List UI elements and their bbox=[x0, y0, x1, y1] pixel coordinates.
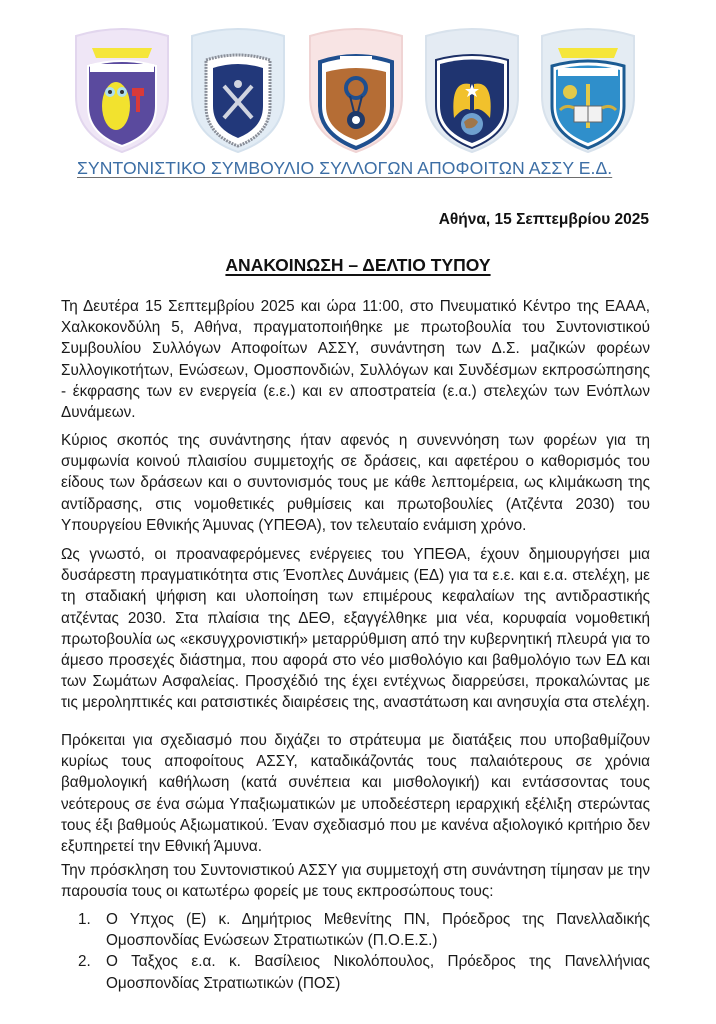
paragraph-meeting-details bbox=[61, 296, 650, 423]
attendees-list bbox=[78, 909, 650, 994]
saip-wings-badge bbox=[420, 26, 524, 154]
document-date: Αθήνα, 15 Σεπτεμβρίου 2025 bbox=[438, 211, 649, 228]
paragraph-attendees-intro bbox=[61, 860, 650, 902]
gear-parachute-emblem-icon bbox=[304, 26, 408, 154]
sasytaa-book-badge bbox=[536, 26, 640, 154]
attendee-number: 2. bbox=[78, 953, 91, 971]
attendee-text: Ο Υπχος (Ε) κ. Δημήτριος Μεθενίτης ΠΝ, Πρόεδρος της Πανελλαδικής Ομοσπονδίας Ενώσεων Στρατιωτικών (Π.Ο.Ε.Σ.) bbox=[106, 911, 650, 950]
sas-gear-badge bbox=[304, 26, 408, 154]
paragraph-text: Ως γνωστό, οι προαναφερόμενες ενέργειες του ΥΠΕΘΑ, έχουν δημιουργήσει μια δυσάρεστη πραγματικότητα στις Ένοπλες Δυνάμεις (ΕΔ) για τα ε.ε. και ε.α. στελέχη, με τη σταδιακή ψήφιση και υλοποίηση των επιμέρους κεφαλαίων της αντιδραστικής ατζέντας 2030. Στα πλαίσια της ΔΕΘ, εξαγγέλθηκε μια νέα, κορυφαία νομοθετική πρωτοβουλία ως «εκσυγχρονιστική» μεταρρύθμιση από την κυβερνητική πλευρά για το άμεσο προσεχές διάστημα, που αφορά στο νέο μισθολόγιο και βαθμολόγιο των ΕΔ και των Σωμάτων Ασφαλείας. Προσχέδιό της έχει εντέχνως διαρρεύσει, προκαλώντας με τις μεροληπτικές και ρατσιστικές διαιρέσεις της, αναστάτωση και ανησυχία στα στελέχη. bbox=[61, 546, 650, 712]
attendee-item bbox=[78, 951, 650, 993]
letterhead bbox=[70, 22, 650, 187]
anchor-emblem-icon bbox=[186, 26, 290, 154]
paragraph-text: Πρόκειται για σχεδιασμό που διχάζει το στράτευμα με διατάξεις που υποβαθμίζουν κυρίως τους αποφοίτους ΑΣΣΥ, καταδικάζοντάς τους παλαιότερους σε χρόνια βαθμολογική καθήλωση (κατά συνέπεια και μισθολογική) και εντάσσοντας τους νεότερους σε ένα σώμα Υπαξιωματικών με υποδεέστερη ιεραρχική εξέλιξη στερώντας τους έξι βαθμούς Αξιωματικού. Έναν σχεδιασμό που με κανένα αξιολογικό κριτήριο δεν εξυπηρετεί την Εθνική Άμυνα. bbox=[61, 732, 650, 856]
paragraph-context bbox=[61, 544, 650, 714]
wings-emblem-icon bbox=[420, 26, 524, 154]
attendee-text: Ο Ταξχος ε.α. κ. Βασίλειος Νικολόπουλος, Πρόεδρος της Πανελλήνιας Ομοσπονδίας Στρατιωτικών (ΠΟΣ) bbox=[106, 953, 650, 992]
sasmy-owl-badge bbox=[70, 26, 174, 154]
book-torch-emblem-icon bbox=[536, 26, 640, 154]
owl-emblem-icon bbox=[70, 26, 174, 154]
association-badges bbox=[70, 22, 650, 154]
document-title: ΑΝΑΚΟΙΝΩΣΗ – ΔΕΛΤΙΟ ΤΥΠΟΥ bbox=[225, 255, 491, 275]
paragraph-criticism bbox=[61, 730, 650, 857]
paragraph-text: Κύριος σκοπός της συνάντησης ήταν αφενός η συνεννόηση των φορέων για τη συμφωνία κοινού πλαισίου συμμετοχής σε δράσεις, και αφετέρου ο καθορισμός του είδους των δράσεων και ο συντονισμός τους με κάθε λεπτομέρεια, ως κλιμάκωση της αντίδρασης, στις νομοθετικές ρυθμίσεις και πρωτοβουλίες (Ατζέντα 2030) του Υπουργείου Εθνικής Άμυνας (ΥΠΕΘΑ), τον τελευταίο ενάμιση χρόνο. bbox=[61, 432, 650, 534]
paragraph-meeting-purpose bbox=[61, 430, 650, 536]
paragraph-text: Την πρόσκληση του Συντονιστικού ΑΣΣΥ για συμμετοχή στη συνάντηση τίμησαν με την παρουσία τους οι κατωτέρω φορείς με τους εκπροσώπους τους: bbox=[61, 862, 650, 901]
attendee-item bbox=[78, 909, 650, 951]
attendee-number: 1. bbox=[78, 911, 91, 928]
sasmyn-anchor-badge bbox=[186, 26, 290, 154]
organization-title: ΣΥΝΤΟΝΙΣΤΙΚΟ ΣΥΜΒΟΥΛΙΟ ΣΥΛΛΟΓΩΝ ΑΠΟΦΟΙΤΩΝ ΑΣΣΥ Ε.Δ. bbox=[77, 158, 613, 178]
paragraph-text: Τη Δευτέρα 15 Σεπτεμβρίου 2025 και ώρα 11:00, στο Πνευματικό Κέντρο της ΕΑΑΑ, Χαλκοκονδύλη 5, Αθήνα, πραγματοποιήθηκε με πρωτοβουλία του Συντονιστικού Συμβουλίου Συλλόγων Αποφοίτων ΑΣΣΥ, συνάντηση των Δ.Σ. μαζικών φορέων Συλλογικοτήτων, Ενώσεων, Ομοσπονδιών, Συλλόγων και Συνδέσμων εκπροσώπησης - έκφρασης των εν ενεργεία (ε.ε.) και εν αποστρατεία (ε.α.) στελεχών των Ενόπλων Δυνάμεων. bbox=[61, 298, 650, 422]
